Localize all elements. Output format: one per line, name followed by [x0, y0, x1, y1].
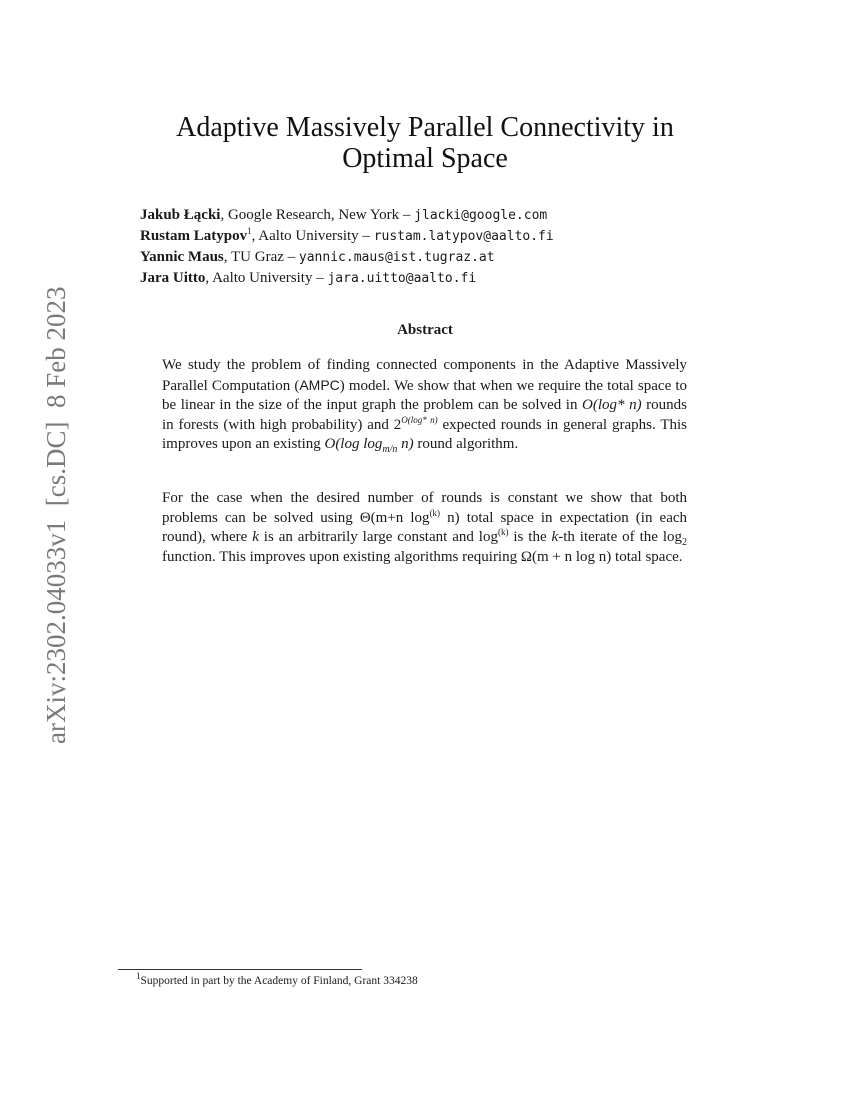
author-name: Rustam Latypov	[140, 228, 248, 244]
author-affiliation: , Google Research, New York –	[220, 207, 415, 223]
text-run: function. This improves upon existing algorithms requiring Ω(m + n log n) total space.	[162, 548, 683, 565]
text-run: -th iterate of the log	[558, 529, 682, 546]
author-name: Jara Uitto	[140, 270, 206, 286]
abstract-heading: Abstract	[397, 322, 453, 338]
math-superscript: O(log* n)	[401, 414, 438, 425]
footnote-marker: 1	[136, 971, 141, 982]
model-name: AMPC	[299, 376, 340, 393]
author-entry	[140, 226, 554, 247]
author-email[interactable]: yannic.maus@ist.tugraz.at	[298, 250, 495, 265]
text-run: expected rounds in general graphs. This improves upon an existing	[162, 416, 687, 453]
title-line-1: Adaptive Massively Parallel Connectivity in	[176, 112, 674, 143]
author-name: Yannic Maus	[140, 249, 224, 265]
author-list	[140, 205, 554, 289]
author-email[interactable]: jara.uitto@aalto.fi	[327, 271, 477, 286]
abstract-paragraph-1	[162, 356, 687, 455]
footnote-text: Supported in part by the Academy of Finland, Grant 334238	[140, 975, 418, 987]
author-email[interactable]: rustam.latypov@aalto.fi	[373, 229, 554, 244]
text-run: is the	[508, 529, 552, 546]
text-run: is an arbitrarily large constant and log	[258, 529, 498, 546]
author-entry	[140, 268, 554, 289]
text-run: round algorithm.	[413, 436, 519, 453]
text-run: ) model. We show that when we require the total space to be linear in the size of the input graph the problem can be solved in	[162, 377, 688, 414]
text-run: n) total space in expectation (in each round), where	[162, 509, 688, 546]
footnote	[136, 971, 418, 987]
math-expression: n)	[397, 436, 414, 453]
footnote-marker: 1	[247, 226, 252, 236]
math-superscript: (k)	[429, 507, 441, 518]
math-expression: 2	[393, 416, 402, 433]
author-affiliation: , Aalto University –	[251, 228, 374, 244]
arxiv-identifier: arXiv:2302.04033v1 [cs.DC] 8 Feb 2023	[41, 286, 71, 744]
math-expression: O(log log	[324, 436, 383, 453]
title-line-2: Optimal Space	[342, 143, 508, 174]
math-subscript: 2	[681, 537, 687, 549]
text-run: rounds in forests (with high probability) and	[162, 397, 687, 433]
math-variable: k	[252, 529, 259, 546]
math-expression: O(log* n)	[582, 397, 642, 414]
author-entry	[140, 205, 554, 226]
author-affiliation: , Aalto University –	[205, 270, 328, 286]
math-subscript: m/n	[382, 444, 398, 456]
abstract-paragraph-2	[162, 489, 687, 567]
math-superscript: (k)	[497, 527, 509, 538]
author-name: Jakub Łącki	[140, 207, 221, 223]
author-entry	[140, 247, 554, 268]
paper-title	[100, 112, 750, 174]
author-email[interactable]: jlacki@google.com	[414, 208, 548, 223]
footnote-rule	[118, 969, 362, 970]
author-affiliation: , TU Graz –	[223, 249, 299, 265]
math-variable: k	[551, 529, 559, 546]
text-run: We study the problem of finding connected components in the Adaptive Massively Parallel Computation (	[162, 357, 687, 394]
text-run: For the case when the desired number of rounds is constant we show that both problems can be solved using Θ(m+n log	[162, 490, 687, 526]
